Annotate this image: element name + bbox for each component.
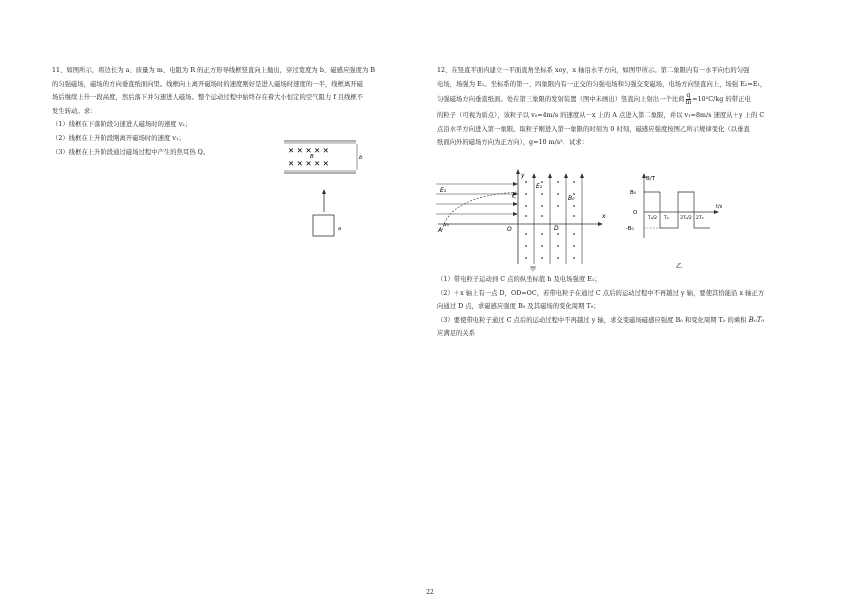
- width-label-b: b: [359, 155, 363, 161]
- q11-stem-line: 场后继续上升一段高度，然后落下并匀速进人磁场。整个运动过程中始终存在着大小恒定的空气阻力 f 且线框不: [52, 94, 364, 102]
- q12-part-3-cont: 应满足的关系: [437, 330, 476, 338]
- label-BT: B/T: [646, 176, 655, 182]
- square-frame: [313, 215, 334, 236]
- q12-stem-line: 电场，场强为 E₁。坐标系的第一、四象限内有一正交的匀强电场和匀强交变磁场，电场方向竖直向上，场强 E₂=E₁，: [437, 80, 767, 88]
- label-B0: B₀: [630, 190, 636, 196]
- label-E2: E₂: [536, 183, 543, 190]
- arrow-right-icon: [513, 212, 518, 216]
- field-label-B: B: [310, 154, 314, 160]
- fraction-numerator: q: [686, 92, 691, 100]
- q12-figure-jia: [432, 168, 612, 272]
- e1-field-lines: [436, 184, 516, 214]
- label-t: t/s: [716, 204, 723, 210]
- figure-jia-caption: 甲: [530, 266, 537, 272]
- q11-part-1: （1）线框在下落阶段匀速进人磁场时的速度 v₂；: [52, 121, 192, 129]
- tick-t0: T₀: [664, 216, 669, 221]
- frame-label-a: a: [338, 226, 342, 232]
- label-A: A: [438, 227, 443, 234]
- q12-part-2: （2）＋x 轴上有一点 D，OD=OC，若带电粒子在通过 C 点后的运动过程中不再越过 y 轴，要使其恰能沿 x 轴正方: [437, 289, 765, 297]
- arrow-up-icon: [564, 173, 568, 178]
- t-axis-arrow-icon: [714, 210, 719, 214]
- label-v0: v₀: [444, 222, 449, 228]
- field-cross-row-2: ✕ ✕ ✕ ✕ ✕: [288, 159, 329, 168]
- page-number: 22: [426, 589, 434, 596]
- b-waveform: [644, 192, 710, 228]
- q12-stem-line: 纸面向外的磁场方向为正方向），g=10 m/s²．试求：: [437, 139, 589, 147]
- q11-part-3: （3）线框在上升阶段通过磁场过程中产生的焦耳热 Q。: [52, 148, 210, 156]
- up-arrow-icon: [322, 189, 326, 194]
- q12-part-1: （1）带电粒子运动到 C 点的纵坐标值 h 及电场强度 E₁；: [437, 276, 601, 283]
- y-axis-arrow-icon: [516, 169, 520, 174]
- q12-part-3-text: （3）要使带电粒子通过 C 点后的运动过程中不再越过 y 轴，求交变磁场磁感应强度 B₀ 和变化周期 T₀ 的乘积: [437, 316, 747, 324]
- q12-ratio-text-before: 匀强磁场方向垂直纸面。处在第三象限的发射装置（图中未画出）竖直向上射出一个比荷: [437, 96, 685, 104]
- label-O: O: [633, 210, 638, 216]
- charge-mass-fraction: [686, 93, 692, 106]
- label-y: y: [521, 172, 525, 179]
- arrow-up-icon: [532, 173, 536, 178]
- tick-3t0-half: 3T₀/2: [680, 216, 692, 221]
- q11-figure: [278, 137, 368, 237]
- label-E1: E₁: [440, 187, 447, 194]
- q12-stem-line-ratio: [437, 91, 817, 109]
- x-axis-arrow-icon: [598, 222, 603, 226]
- question-12: [437, 64, 817, 150]
- q12-parts: [437, 273, 817, 341]
- product-b0t0: B₀T₀: [748, 315, 765, 324]
- q11-stem-line: 发生转动。求：: [52, 107, 97, 115]
- arrow-right-icon: [513, 182, 518, 186]
- label-C: C: [512, 193, 517, 200]
- figure-yi-caption: 乙: [676, 263, 683, 270]
- q11-stem-line: 的匀强磁场，磁场的方向垂直纸面向里。线框向上离开磁场时的速度刚好是进人磁场时速度的一半，线框离开磁: [52, 80, 363, 88]
- arrow-right-icon: [513, 202, 518, 206]
- label-B0: B₀: [568, 195, 575, 202]
- arrow-up-icon: [548, 173, 552, 178]
- q12-part-2-cont: 向通过 D 点，求磁感应强度 B₀ 及其磁场的变化周期 T₀；: [437, 303, 600, 311]
- q12-ratio-text-after: =10²C/kg 的带正电: [692, 96, 751, 104]
- label-x: x: [602, 213, 606, 220]
- tick-2t0: 2T₀: [696, 216, 704, 221]
- tick-t0-half: T₀/2: [648, 216, 657, 221]
- q12-stem-line: 12、在竖直平面内建立一平面直角坐标系 xoy，x 轴沿水平方向，如图甲所示。第二象限内有一水平向右的匀强: [437, 67, 750, 74]
- arrow-up-icon: [580, 173, 584, 178]
- field-cross-row-1: ✕ ✕ ✕ ✕ ✕: [288, 146, 329, 155]
- q12-stem-line: 点沿水平方向进入第一象限。取粒子刚进入第一象限的时刻为 0 时刻，磁感应强度按图乙所示规律变化（以垂直: [437, 125, 750, 133]
- fraction-denominator: m: [685, 99, 692, 107]
- q11-part-2: （2）线框在上升阶段刚离开磁场时的速度 v₁；: [52, 134, 185, 142]
- q12-part-3: [437, 314, 817, 328]
- q11-stem-line: 11、如图所示，将边长为 a、质量为 m、电阻为 R 的正方形导线框竖直向上抛出，穿过宽度为 b、磁感应强度为 B: [52, 67, 376, 74]
- q12-stem-line: 的粒子（可视为质点），该粒子以 v₀=4m/s 的速度从－x 上的 A 点进入第二象限，并以 v₁=8m/s 速度从＋y 上的 C: [437, 112, 765, 120]
- label-neg-B0: -B₀: [626, 226, 634, 232]
- label-O: O: [507, 226, 512, 233]
- label-D: D: [554, 225, 559, 232]
- q12-figure-yi: [624, 172, 734, 270]
